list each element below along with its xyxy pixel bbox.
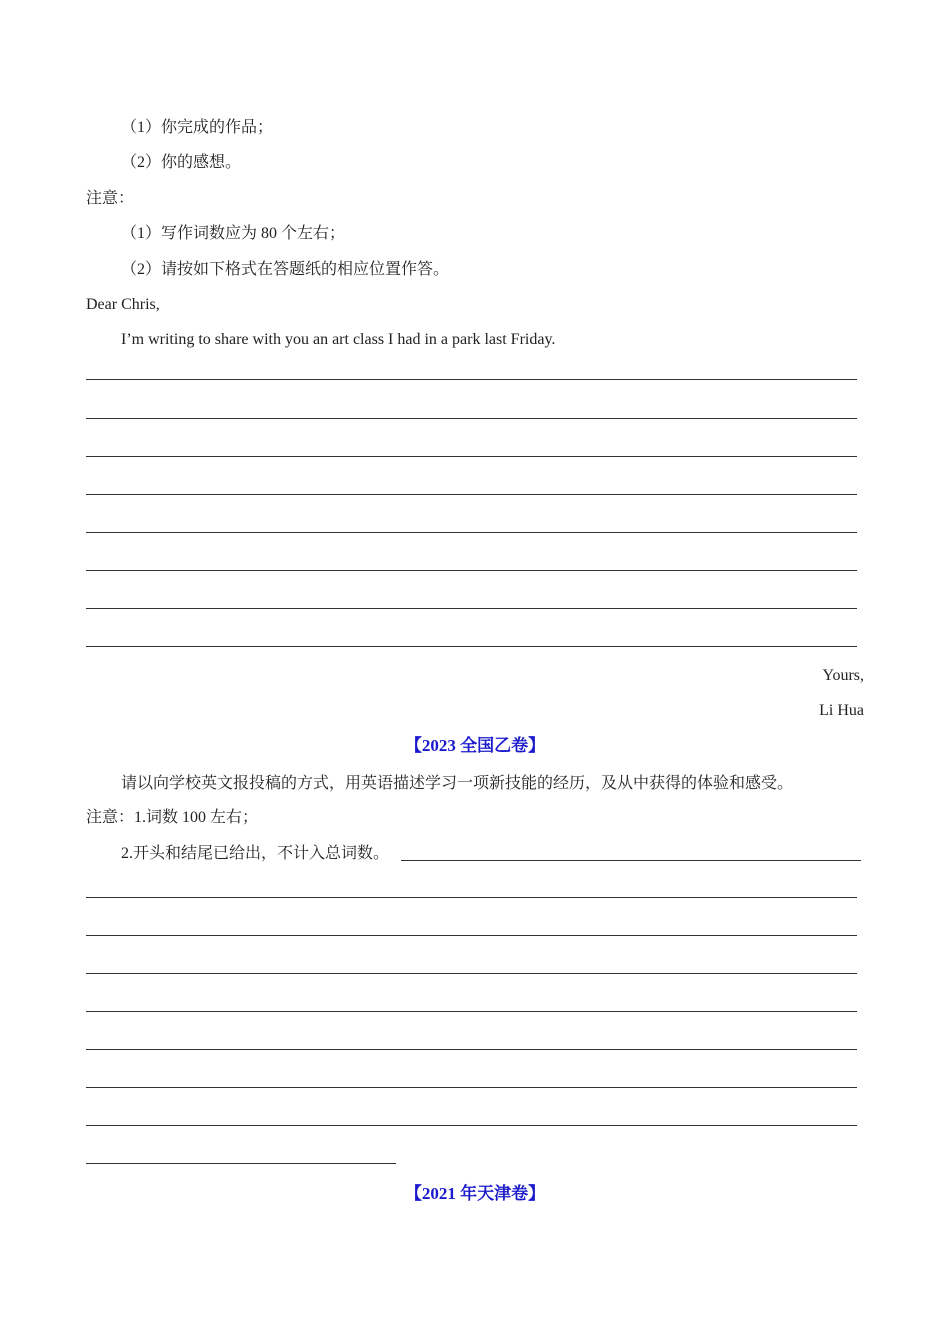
item-feelings: （2）你的感想。 [121,154,242,171]
answer-line [86,1049,857,1050]
note-format: （2）请按如下格式在答题纸的相应位置作答。 [121,261,450,278]
answer-line [86,379,857,380]
answer-line [86,608,857,609]
answer-line [86,1011,857,1012]
answer-line [86,494,857,495]
note-word-count-2023: 注意：1.词数 100 左右； [86,809,259,826]
answer-line [86,973,857,974]
answer-line [86,570,857,571]
answer-line [86,897,857,898]
note-opening-closing: 2.开头和结尾已给出，不计入总词数。 [121,845,390,862]
answer-line [86,418,857,419]
section-heading-2021: 【2021 年天津卷】 [404,1184,546,1203]
letter-salutation: Dear Chris, [86,296,160,313]
writing-prompt: 请以向学校英文报投稿的方式，用英语描述学习一项新技能的经历，及从中获得的体验和感受。 [121,775,794,792]
answer-line [86,646,857,647]
answer-line-short [86,1163,396,1164]
section-heading-2023: 【2023 全国乙卷】 [404,736,546,755]
answer-line [86,1087,857,1088]
answer-line [86,532,857,533]
letter-closing: Yours, [822,667,864,684]
note-word-count: （1）写作词数应为 80 个左右； [121,225,346,242]
answer-line [86,456,857,457]
letter-opening: I’m writing to share with you an art class I had in a park last Friday. [121,331,556,348]
answer-line [86,1125,857,1126]
inline-answer-line [401,860,861,861]
item-finished-work: （1）你完成的作品； [121,119,274,136]
note-label: 注意： [86,190,135,207]
answer-line [86,935,857,936]
letter-signature: Li Hua [819,702,864,719]
